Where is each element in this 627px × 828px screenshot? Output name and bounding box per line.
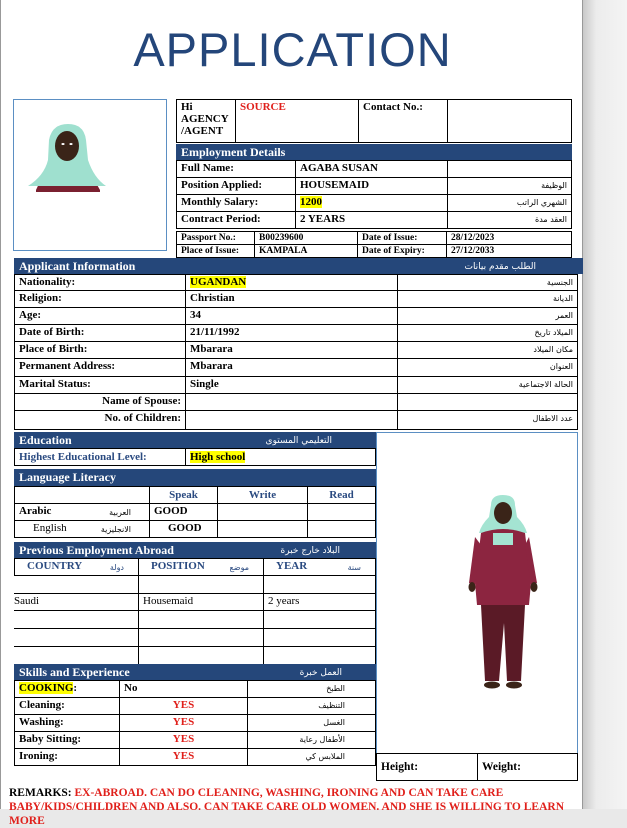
remarks-text: EX-ABROAD. CAN DO CLEANING, WASHING, IRONING AND CAN TAKE CARE BABY/KIDS/CHILDREN AND ALSO. CAN TAKE CARE OLD WOMEN. AND SHE IS WILLING TO LEARN MORE <box>9 787 564 827</box>
previous-col-label: POSITION <box>151 560 205 572</box>
previous-col-label-ar: دولة <box>109 563 124 572</box>
skills-heading: Skills and Experience <box>19 665 130 679</box>
employment-label: Monthly Salary: <box>176 194 296 212</box>
applicant-ar-text: العنوان <box>549 362 573 371</box>
skill-label-ar <box>247 731 376 749</box>
employment-label-ar <box>447 194 572 212</box>
applicant-label-ar <box>397 341 578 359</box>
skill-label <box>14 697 120 715</box>
skill-name: Cleaning: <box>19 699 65 711</box>
employment-label: Position Applied: <box>176 177 296 195</box>
previous-position <box>138 610 264 629</box>
applicant-label-ar <box>397 274 578 291</box>
applicant-label-ar <box>397 358 578 377</box>
language-name: English <box>33 522 67 534</box>
skill-ar-text: التنظيف <box>318 701 345 710</box>
language-read <box>307 503 376 521</box>
skill-name: Washing: <box>19 716 64 728</box>
previous-col-label: YEAR <box>276 560 308 572</box>
height-label: Height: <box>376 753 478 781</box>
contact-label: Contact No.: <box>358 99 448 143</box>
applicant-ar-text: الميلاد تاريخ <box>534 328 573 337</box>
expiry-date-label: Date of Expiry: <box>357 244 447 258</box>
skill-value: YES <box>119 748 248 766</box>
issue-date-label: Date of Issue: <box>357 231 447 245</box>
skill-name: COOKING <box>19 682 74 694</box>
passport-no-value: B00239600 <box>254 231 358 245</box>
applicant-ar-text: مكان الميلاد <box>533 345 573 354</box>
skill-label <box>14 748 120 766</box>
skill-ar-text: الملابس كي <box>305 752 345 761</box>
headshot-photo <box>14 100 166 250</box>
applicant-label-ar <box>397 307 578 325</box>
language-col-header: Speak <box>149 486 218 504</box>
page-title: APPLICATION <box>133 23 452 76</box>
applicant-info-band <box>14 258 584 274</box>
skills-heading-ar: العمل خبرة <box>299 668 342 678</box>
applicant-ar-text: الجنسية <box>546 278 573 287</box>
applicant-label: No. of Children: <box>14 410 186 430</box>
previous-year <box>263 575 376 594</box>
applicant-label: Nationality: <box>14 274 186 291</box>
education-level-value <box>185 448 376 466</box>
applicant-value-text: 21/11/1992 <box>190 326 240 338</box>
previous-col-header <box>14 558 139 576</box>
previous-employment-heading: Previous Employment Abroad <box>19 543 174 557</box>
applicant-label: Place of Birth: <box>14 341 186 359</box>
applicant-value-text: Single <box>190 378 219 390</box>
language-name-ar: العربية <box>109 508 131 517</box>
language-speak: GOOD <box>149 520 218 538</box>
skill-label <box>14 714 120 732</box>
applicant-value <box>185 290 398 308</box>
employment-value-text: HOUSEMAID <box>300 179 370 191</box>
previous-col-label-ar: سنة <box>347 563 361 572</box>
applicant-label: Permanent Address: <box>14 358 186 377</box>
skill-value: YES <box>119 714 248 732</box>
employment-value <box>295 177 448 195</box>
language-write <box>217 520 308 538</box>
viewer-background <box>583 0 627 809</box>
source-label: SOURCE <box>235 99 359 143</box>
employment-ar-text: الشهري الراتب <box>516 198 567 207</box>
previous-country <box>14 628 139 647</box>
applicant-value-text: Mbarara <box>190 360 233 372</box>
applicant-value <box>185 307 398 325</box>
applicant-value <box>185 274 398 291</box>
remarks-label: REMARKS: <box>9 787 72 799</box>
previous-country: Saudi <box>14 593 139 612</box>
previous-col-label: COUNTRY <box>27 560 83 572</box>
language-row-label <box>14 503 150 521</box>
skills-band <box>14 664 376 681</box>
previous-year <box>263 646 376 665</box>
skill-label-ar <box>247 697 376 715</box>
employment-label-ar <box>447 160 572 178</box>
skill-name: Ironing: <box>19 750 58 762</box>
applicant-value <box>185 410 398 430</box>
previous-year <box>263 628 376 647</box>
agency-label: Hi AGENCY /AGENT <box>176 99 236 143</box>
language-read <box>307 520 376 538</box>
full-body-photo-frame <box>376 432 578 754</box>
language-row-label <box>14 520 150 538</box>
applicant-value-text: Christian <box>190 292 235 304</box>
employment-value <box>295 194 448 212</box>
skill-value: No <box>119 680 248 698</box>
employment-label: Full Name: <box>176 160 296 178</box>
applicant-label: Name of Spouse: <box>14 393 186 411</box>
applicant-ar-text: الحالة الاجتماعية <box>518 380 573 389</box>
education-band <box>14 432 376 449</box>
employment-details-band: Employment Details <box>176 144 572 161</box>
applicant-value <box>185 376 398 394</box>
applicant-ar-text: الديانة <box>552 294 573 303</box>
contact-value <box>447 99 572 143</box>
employment-ar-text: الوظيفة <box>541 181 567 190</box>
employment-value <box>295 211 448 229</box>
skill-name: Baby Sitting: <box>19 733 82 745</box>
skill-value: YES <box>119 731 248 749</box>
employment-value-text: 1200 <box>300 196 322 208</box>
applicant-value-text: Mbarara <box>190 343 233 355</box>
applicant-value-text: 34 <box>190 309 201 321</box>
skill-value: YES <box>119 697 248 715</box>
employment-label: Contract Period: <box>176 211 296 229</box>
applicant-label-ar <box>397 324 578 342</box>
employment-ar-text: العقد مدة <box>535 215 567 224</box>
applicant-ar-text: العمر <box>555 311 573 320</box>
previous-position <box>138 646 264 665</box>
applicant-label-ar <box>397 376 578 394</box>
language-name-ar: الانجليزية <box>100 525 131 534</box>
education-heading-ar: التعليمي المستوى <box>265 436 332 446</box>
full-body-photo <box>377 433 577 753</box>
previous-col-header <box>138 558 264 576</box>
employment-label-ar <box>447 177 572 195</box>
employment-value-text: AGABA SUSAN <box>300 162 378 174</box>
skill-label <box>14 680 120 698</box>
employment-value <box>295 160 448 178</box>
language-speak: GOOD <box>149 503 218 521</box>
education-heading: Education <box>19 433 72 447</box>
expiry-date-value: 27/12/2033 <box>446 244 572 258</box>
issue-date-value: 28/12/2023 <box>446 231 572 245</box>
language-write <box>217 503 308 521</box>
applicant-label-ar <box>397 290 578 308</box>
skill-label-ar <box>247 680 376 698</box>
previous-employment-heading-ar: البلاد خارج خبرة <box>280 546 340 556</box>
headshot-photo-frame <box>13 99 167 251</box>
passport-no-label: Passport No.: <box>176 231 255 245</box>
applicant-value <box>185 358 398 377</box>
applicant-ar-text: عدد الاطفال <box>532 414 573 423</box>
language-col-header: Write <box>217 486 308 504</box>
applicant-info-heading: Applicant Information <box>19 259 136 273</box>
place-of-issue-value: KAMPALA <box>254 244 358 258</box>
education-level-label: Highest Educational Level: <box>14 448 186 466</box>
previous-year <box>263 610 376 629</box>
applicant-label: Marital Status: <box>14 376 186 394</box>
applicant-value <box>185 324 398 342</box>
skill-label-ar <box>247 748 376 766</box>
skill-suffix: : <box>73 682 78 694</box>
applicant-value-text: UGANDAN <box>190 276 247 288</box>
previous-col-label-ar: موضع <box>229 563 249 572</box>
previous-country <box>14 646 139 665</box>
applicant-label: Religion: <box>14 290 186 308</box>
applicant-info-heading-ar: الطلب مقدم بيانات <box>464 262 536 272</box>
place-of-issue-label: Place of Issue: <box>176 244 255 258</box>
skill-ar-text: الأطفال رعاية <box>299 735 345 744</box>
skill-ar-text: الغسل <box>323 718 345 727</box>
employment-value-text: 2 YEARS <box>300 213 346 225</box>
applicant-value <box>185 341 398 359</box>
language-col-header: Read <box>307 486 376 504</box>
skill-label-ar <box>247 714 376 732</box>
education-level-text: High school <box>190 451 246 463</box>
previous-country <box>14 575 139 594</box>
applicant-label-ar <box>397 393 578 411</box>
applicant-label-ar <box>397 410 578 430</box>
previous-position <box>138 628 264 647</box>
skill-ar-text: الطبخ <box>326 684 345 693</box>
weight-label: Weight: <box>477 753 578 781</box>
language-name: Arabic <box>19 505 52 517</box>
skill-label <box>14 731 120 749</box>
employment-label-ar <box>447 211 572 229</box>
language-header-blank <box>14 486 150 504</box>
applicant-label: Date of Birth: <box>14 324 186 342</box>
previous-employment-band <box>14 542 376 558</box>
applicant-label: Age: <box>14 307 186 325</box>
language-band: Language Literacy <box>14 469 376 486</box>
previous-position: Housemaid <box>138 593 264 612</box>
applicant-value <box>185 393 398 411</box>
previous-position <box>138 575 264 594</box>
previous-year: 2 years <box>263 593 376 612</box>
previous-country <box>14 610 139 629</box>
previous-col-header <box>263 558 376 576</box>
remarks <box>9 786 579 828</box>
